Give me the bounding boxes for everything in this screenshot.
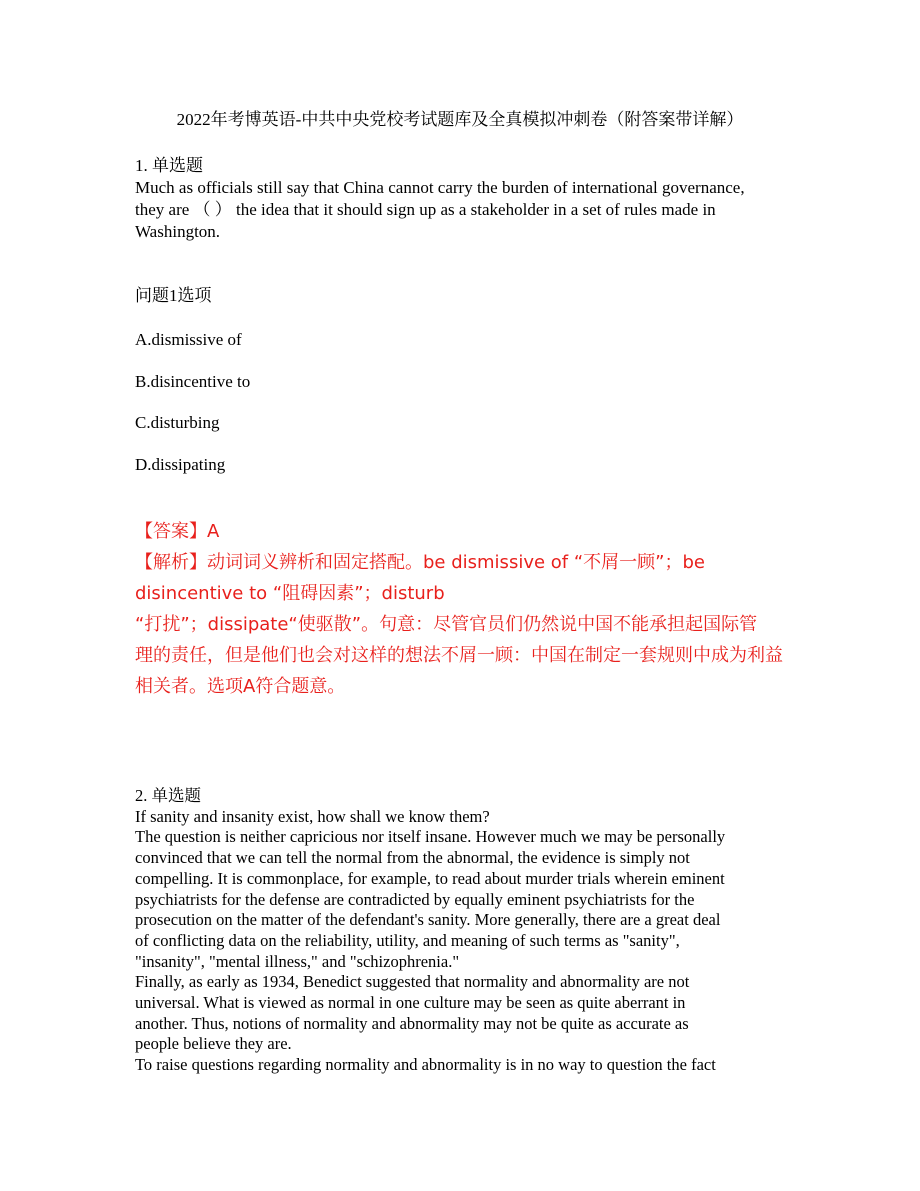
option-c: C.disturbing: [135, 413, 220, 432]
question-1-sub-label: [135, 285, 795, 307]
passage-line: of conflicting data on the reliability, utility, and meaning of such terms as "sanity",: [135, 930, 680, 950]
passage-line: "insanity", "mental illness," and "schizophrenia.": [135, 951, 460, 971]
stem-line: Much as officials still say that China cannot carry the burden of international governance,: [135, 178, 745, 197]
passage-line: convinced that we can tell the normal from the abnormal, the evidence is simply not: [135, 848, 690, 868]
option-d: D.dissipating: [135, 455, 226, 474]
answer-line: 【答案】A: [135, 521, 220, 542]
passage-line: compelling. It is commonplace, for example, to read about murder trials wherein eminent: [135, 868, 725, 888]
analysis-line: 【解析】动词词义辨析和固定搭配。be dismissive of “不屑一顾”；be: [135, 552, 705, 573]
analysis-line: 理的责任，但是他们也会对这样的想法不屑一顾：中国在制定一套规则中成为利益: [135, 645, 783, 666]
question-1-stem: [135, 177, 795, 243]
stem-line: Washington.: [135, 222, 221, 241]
passage-line: universal. What is viewed as normal in one culture may be seen as quite aberrant in: [135, 993, 686, 1013]
option-a: A.dismissive of: [135, 330, 242, 349]
passage-line: The question is neither capricious nor itself insane. However much we may be personally: [135, 827, 726, 847]
passage-line: If sanity and insanity exist, how shall we know them?: [135, 806, 490, 826]
option-b: B.disincentive to: [135, 372, 251, 391]
document-title: 2022年考博英语-中共中央党校考试题库及全真模拟冲刺卷（附答案带详解）: [176, 110, 744, 129]
analysis-line: 相关者。选项A符合题意。: [135, 676, 346, 697]
passage-line: To raise questions regarding normality and abnormality is in no way to question the fact: [135, 1055, 716, 1075]
passage-line: Finally, as early as 1934, Benedict suggested that normality and abnormality are not: [135, 972, 690, 992]
question-1-heading: 1. 单选题: [135, 156, 203, 175]
question-2: [135, 786, 795, 1076]
passage-line: another. Thus, notions of normality and abnormality may not be quite as accurate as: [135, 1013, 689, 1033]
passage-line: prosecution on the matter of the defendant's sanity. More generally, there are a great deal: [135, 910, 721, 930]
question-2-heading: 2. 单选题: [135, 786, 201, 805]
options-label: 问题1选项: [135, 286, 212, 305]
analysis-block: [135, 547, 795, 702]
passage-line: people believe they are.: [135, 1034, 292, 1054]
analysis-line: “打扰”；dissipate“使驱散”。句意：尽管官员们仍然说中国不能承担起国际管: [135, 614, 758, 635]
question-1: [135, 155, 795, 243]
stem-line: they are （ ） the idea that it should sign up as a stakeholder in a set of rules made in: [135, 200, 716, 219]
passage-line: psychiatrists for the defense are contradicted by equally eminent psychiatrists for the: [135, 889, 695, 909]
analysis-line: disincentive to “阻碍因素”；disturb: [135, 583, 445, 604]
